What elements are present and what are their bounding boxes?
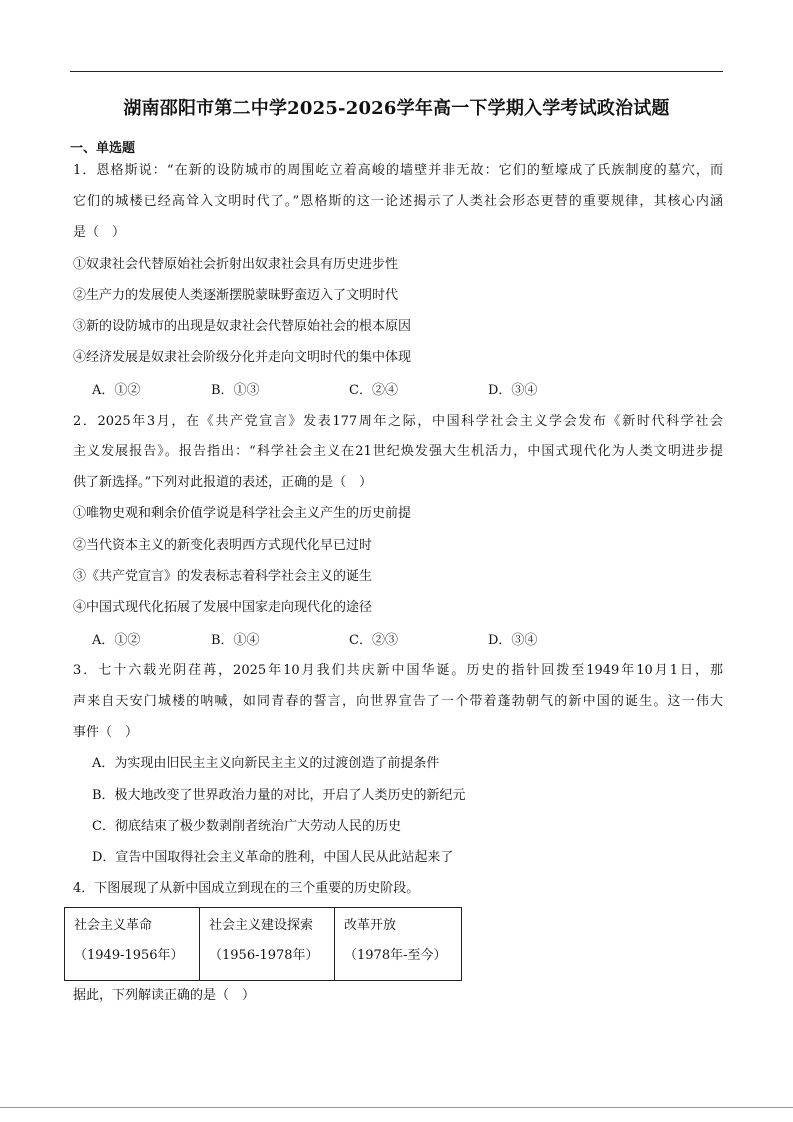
- page-title: 湖南邵阳市第二中学2025-2026学年高一下学期入学考试政治试题: [123, 98, 670, 119]
- q2-stem-line-3: 供了新选择。”下列对此报道的表述，正确的是（ ）: [73, 475, 373, 490]
- q2-item-4: ④中国式现代化拓展了发展中国家走向现代化的途径: [73, 600, 373, 615]
- stage-period: （1978年-至今）: [344, 948, 447, 963]
- q3-option-c[interactable]: C．彻底结束了极少数剥削者统治广大劳动人民的历史: [92, 819, 401, 834]
- q2-option-b[interactable]: B．①④: [211, 633, 260, 648]
- q2-item-3: ③《共产党宣言》的发表标志着科学社会主义的诞生: [73, 569, 373, 584]
- q1-item-2: ②生产力的发展使人类逐渐摆脱蒙昧野蛮迈入了文明时代: [73, 288, 399, 303]
- q3-stem-line-1: 3．七十六载光阴荏苒，2025年10月我们共庆新中国华诞。历史的指针回拨至1949年10月1日，那: [73, 663, 723, 678]
- q1-stem-line-3: 是（ ）: [73, 225, 126, 240]
- stage-cell: [335, 908, 462, 981]
- table-row: [65, 908, 462, 981]
- q4-intro: 4．下图展现了从新中国成立到现在的三个重要的历史阶段。: [73, 881, 420, 896]
- q3-stem-line-3: 事件（ ）: [73, 725, 139, 740]
- q2-stem-line-1: 2．2025年3月，在《共产党宣言》发表177周年之际，中国科学社会主义学会发布《新时代科学社会: [73, 414, 723, 429]
- q1-item-3: ③新的设防城市的出现是奴隶社会代替原始社会的根本原因: [73, 319, 412, 334]
- q3-stem-line-2: 声来自天安门城楼的呐喊，如同青春的誓言，向世界宣告了一个带着蓬勃朝气的新中国的诞生。这一伟大: [73, 694, 723, 709]
- q3-option-a[interactable]: A．为实现由旧民主主义向新民主主义的过渡创造了前提条件: [92, 756, 440, 771]
- stage-period: （1949-1956年）: [74, 948, 184, 963]
- stage-cell: [65, 908, 200, 981]
- q1-item-1: ①奴隶社会代替原始社会折射出奴隶社会具有历史进步性: [73, 257, 399, 272]
- header-rule: [70, 71, 723, 72]
- q1-item-4: ④经济发展是奴隶社会阶级分化并走向文明时代的集中体现: [73, 350, 412, 365]
- q1-option-a[interactable]: A．①②: [92, 383, 141, 398]
- q1-stem-line-2: 它们的城楼已经高耸入文明时代了。”恩格斯的这一论述揭示了人类社会形态更替的重要规律，其核心内涵: [73, 194, 723, 209]
- section-heading: 一、单选题: [70, 141, 136, 156]
- q1-option-b[interactable]: B．①③: [211, 383, 260, 398]
- q2-stem-line-2: 主义发展报告》。报告指出：“科学社会主义在21世纪焕发强大生机活力，中国式现代化为人类文明进步提: [73, 444, 723, 459]
- stage-name: 社会主义建设探索: [209, 918, 314, 933]
- stage-period: （1956-1978年）: [209, 948, 319, 963]
- q2-option-a[interactable]: A．①②: [92, 633, 141, 648]
- q1-stem-line-1: 1．恩格斯说：“在新的设防城市的周围屹立着高峻的墙壁并非无故：它们的堑壕成了氏族制度的墓穴，而: [73, 163, 723, 178]
- q1-option-c[interactable]: C．②④: [349, 383, 398, 398]
- q1-option-d[interactable]: D．③④: [488, 383, 538, 398]
- q3-option-b[interactable]: B．极大地改变了世界政治力量的对比，开启了人类历史的新纪元: [92, 788, 466, 803]
- stage-cell: [200, 908, 335, 981]
- q4-question: 据此，下列解读正确的是（ ）: [73, 988, 256, 1003]
- q2-item-2: ②当代资本主义的新变化表明西方式现代化早已过时: [73, 538, 373, 553]
- q2-option-d[interactable]: D．③④: [488, 633, 538, 648]
- stage-name: 社会主义革命: [74, 918, 153, 933]
- q2-item-1: ①唯物史观和剩余价值学说是科学社会主义产生的历史前提: [73, 506, 412, 521]
- footer-rule: [0, 1107, 793, 1108]
- q2-option-c[interactable]: C．②③: [349, 633, 398, 648]
- stage-name: 改革开放: [344, 918, 397, 933]
- q3-option-d[interactable]: D．宣告中国取得社会主义革命的胜利，中国人民从此站起来了: [92, 850, 454, 865]
- history-stages-table: [64, 907, 462, 981]
